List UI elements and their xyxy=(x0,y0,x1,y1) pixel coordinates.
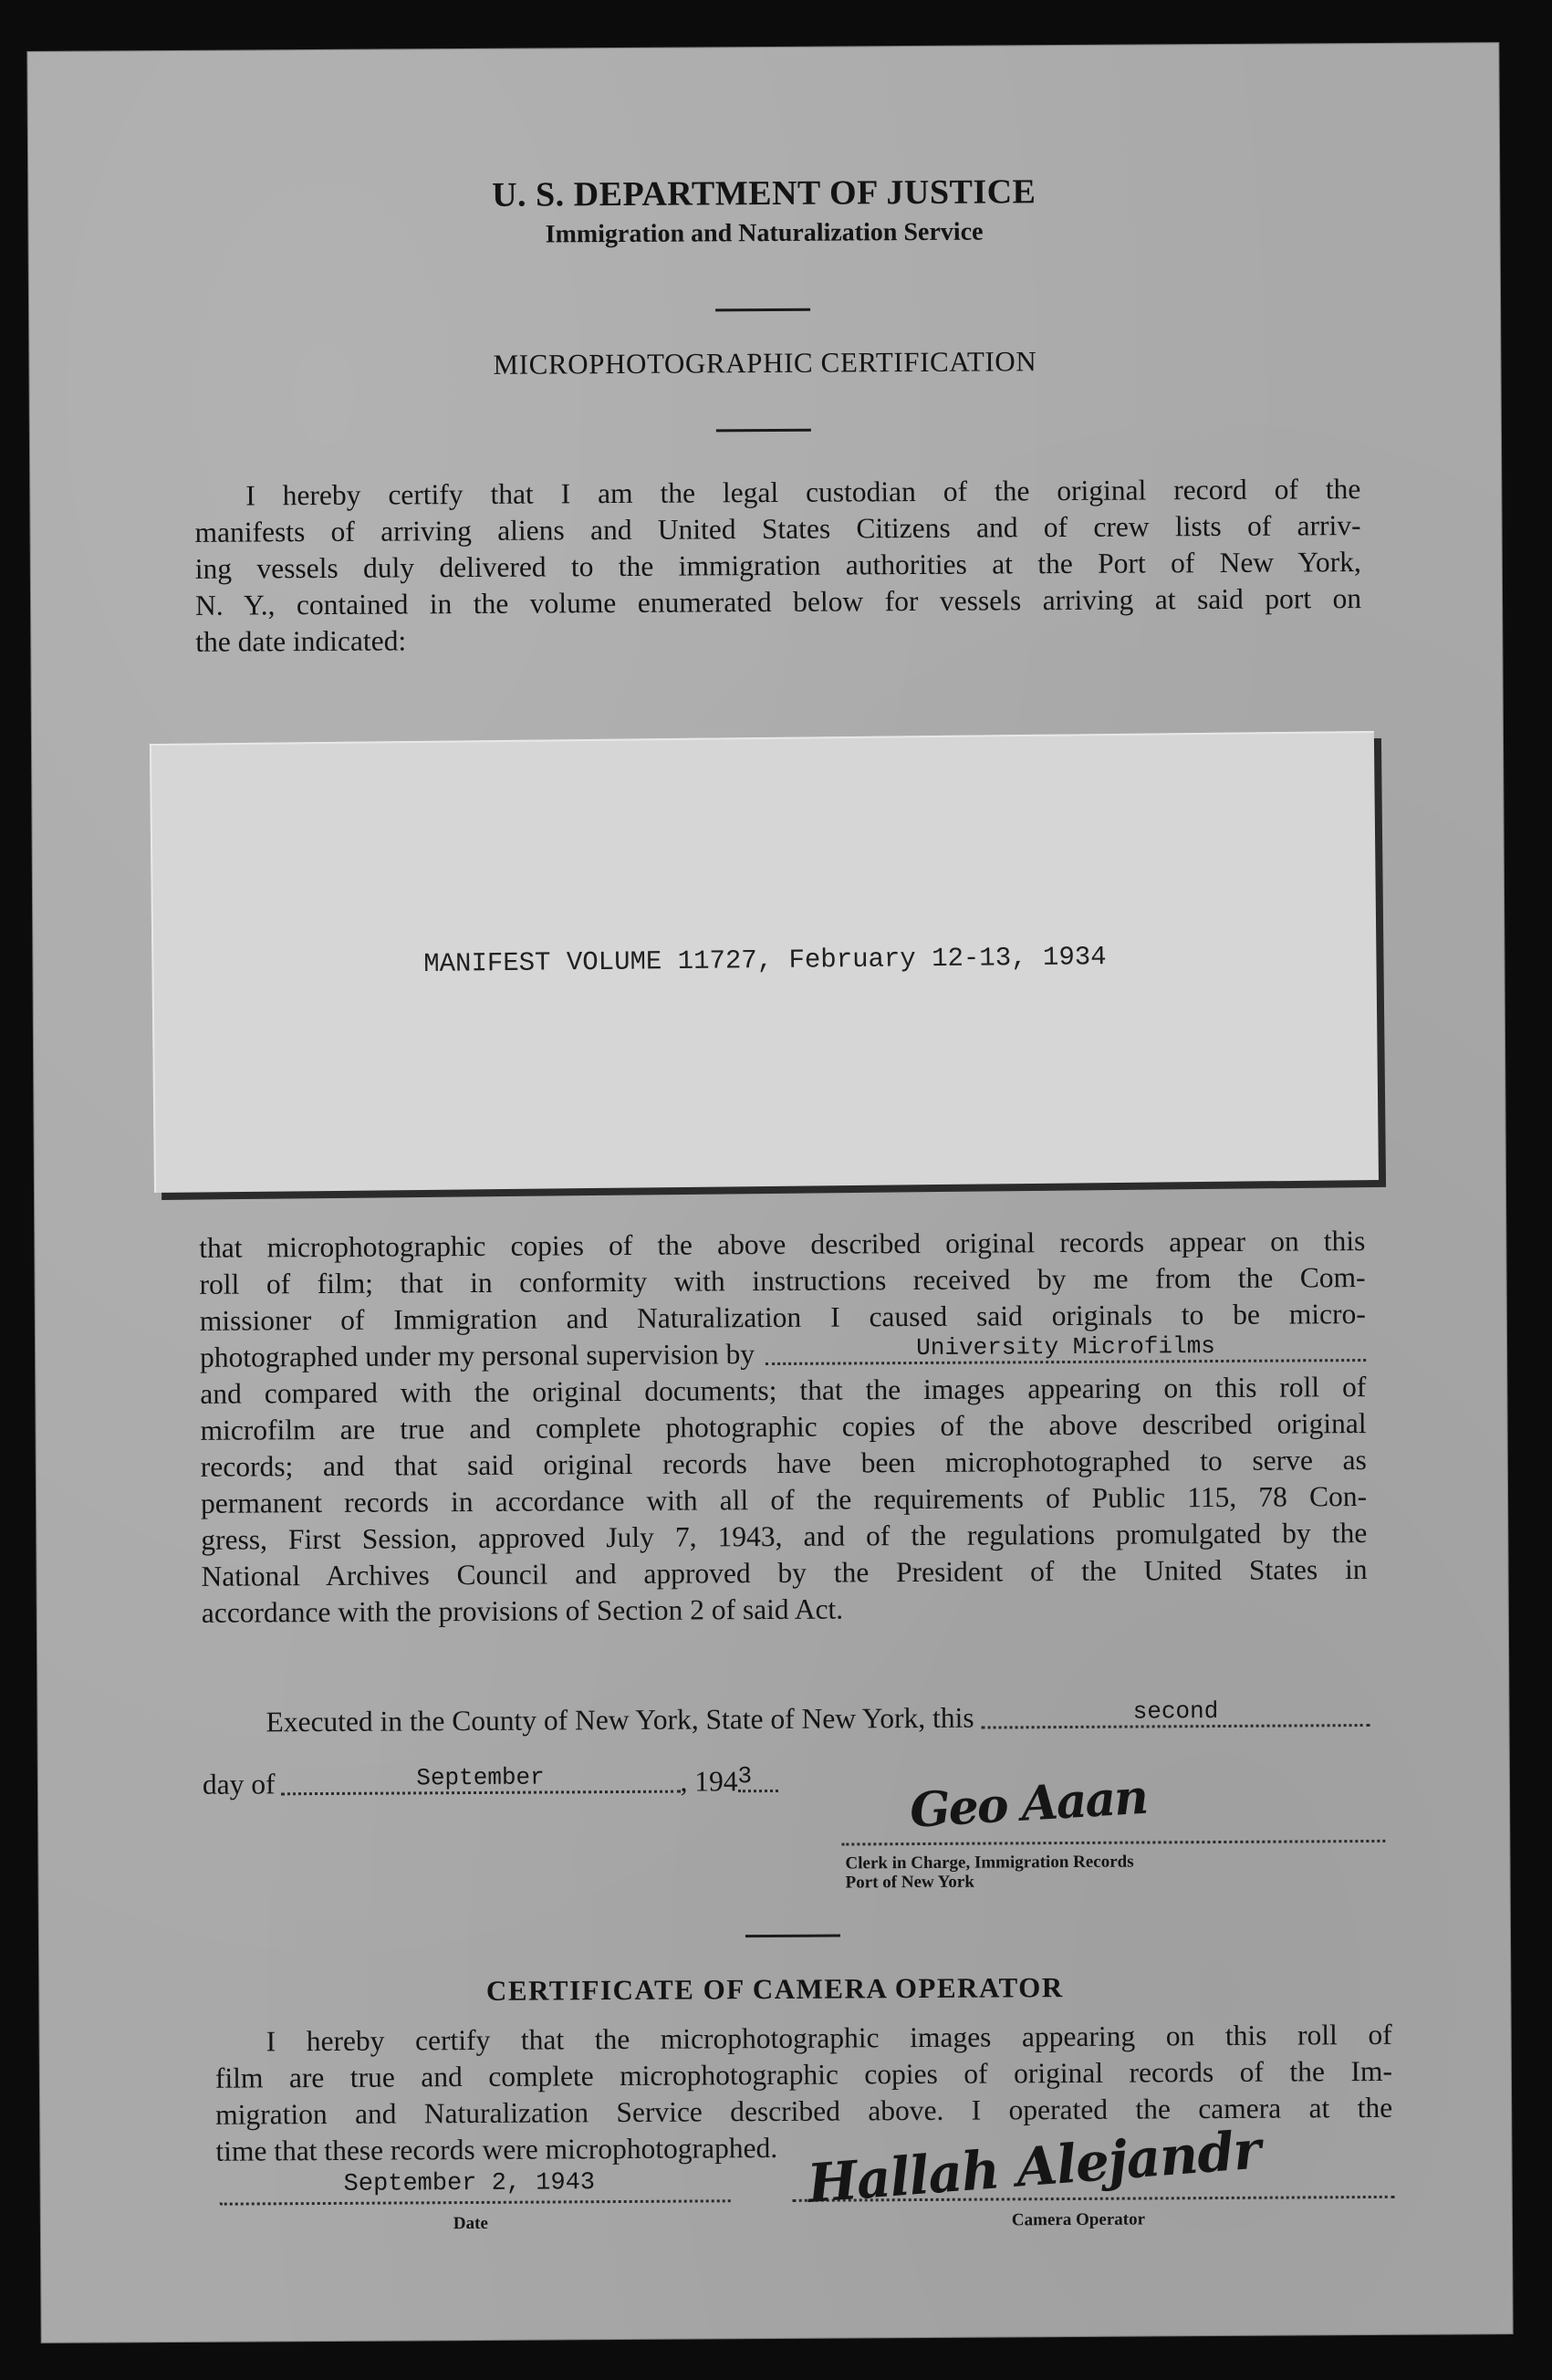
supervision-value: University Microfilms xyxy=(916,1332,1215,1362)
execution-day-value: second xyxy=(1132,1697,1219,1726)
date-value: September 2, 1943 xyxy=(343,2169,596,2198)
execution-prefix: Executed in the County of New York, State of New York, this xyxy=(266,1701,974,1738)
year-digit: 3 xyxy=(737,1762,753,1790)
date-label: Date xyxy=(453,2213,488,2234)
clerk-title-line1: Clerk in Charge, Immigration Records xyxy=(845,1852,1134,1874)
body-line: roll of film; that in conformity with instructions received by me from the Com- xyxy=(199,1261,1366,1300)
supervision-prefix: photographed under my personal supervision by xyxy=(199,1338,755,1373)
camera-operator-heading: CERTIFICATE OF CAMERA OPERATOR xyxy=(485,1971,1064,2007)
certificate-page xyxy=(27,43,1512,2343)
divider-rule-camera xyxy=(745,1935,840,1938)
year-prefix: , 194 xyxy=(680,1765,738,1798)
intro-line: ing vessels duly delivered to the immigration authorities at the Port of New York, xyxy=(194,546,1361,585)
body-line: accordance with the provisions of Section 2 of said Act. xyxy=(201,1592,844,1629)
body-line: gress, First Session, approved July 7, 1943, and of the regulations promulgated by the xyxy=(201,1517,1368,1556)
body-paragraph xyxy=(199,1223,1368,1632)
body-line: that microphotographic copies of the above described original records appear on this xyxy=(199,1225,1366,1264)
body-line: records; and that said original records have been microphotographed to serve as xyxy=(200,1444,1367,1483)
body-line: National Archives Council and approved by the President of the United States in xyxy=(201,1553,1368,1592)
department-heading: U. S. DEPARTMENT OF JUSTICE xyxy=(492,172,1036,214)
clerk-title-line2: Port of New York xyxy=(845,1872,974,1893)
day-of-label: day of xyxy=(202,1768,276,1801)
body-line: microfilm are true and complete photographic copies of the above described original xyxy=(200,1407,1367,1446)
operator-label: Camera Operator xyxy=(1011,2209,1146,2230)
execution-day-field xyxy=(981,1698,1370,1729)
divider-rule-second xyxy=(716,429,811,433)
body-line: and compared with the original documents; that the images appearing on this roll of xyxy=(200,1371,1367,1410)
month-value: September xyxy=(416,1763,545,1792)
clerk-title xyxy=(845,1853,1133,1893)
manifest-label-box xyxy=(150,731,1379,1193)
camera-line: migration and Naturalization Service described above. I operated the camera at the xyxy=(215,2091,1393,2131)
intro-line: the date indicated: xyxy=(195,624,407,658)
intro-paragraph xyxy=(194,471,1361,661)
operator-signature: Hallah Alejandr xyxy=(805,2118,1263,2216)
manifest-volume-label: MANIFEST VOLUME 11727, February 12-13, 1934 xyxy=(423,942,1107,979)
camera-line: I hereby certify that the microphotographic images appearing on this roll of xyxy=(266,2018,1392,2058)
certification-title: MICROPHOTOGRAPHIC CERTIFICATION xyxy=(493,345,1037,381)
clerk-signature: Geo Aaan xyxy=(908,1769,1149,1839)
intro-line: N. Y., contained in the volume enumerated below for vessels arriving at said port on xyxy=(194,582,1362,621)
year-field xyxy=(737,1764,777,1792)
camera-line: film are true and complete microphotographic copies of original records of the Im- xyxy=(214,2054,1392,2094)
intro-line: I hereby certify that I am the legal custodian of the original record of the xyxy=(245,473,1361,512)
body-line: missioner of Immigration and Naturalization I caused said originals to be micro- xyxy=(199,1298,1366,1337)
divider-rule-top xyxy=(715,308,810,312)
execution-line xyxy=(266,1697,1370,1740)
supervision-value-field xyxy=(766,1333,1366,1365)
body-line: permanent records in accordance with all of the requirements of Public 115, 78 Con- xyxy=(200,1480,1368,1519)
execution-date-line xyxy=(203,1762,896,1803)
month-field xyxy=(280,1765,680,1796)
intro-line: manifests of arriving aliens and United States Citizens and of crew lists of arriv- xyxy=(194,509,1361,548)
camera-line: time that these records were microphotographed. xyxy=(215,2131,778,2167)
service-subheading: Immigration and Naturalization Service xyxy=(545,217,984,249)
